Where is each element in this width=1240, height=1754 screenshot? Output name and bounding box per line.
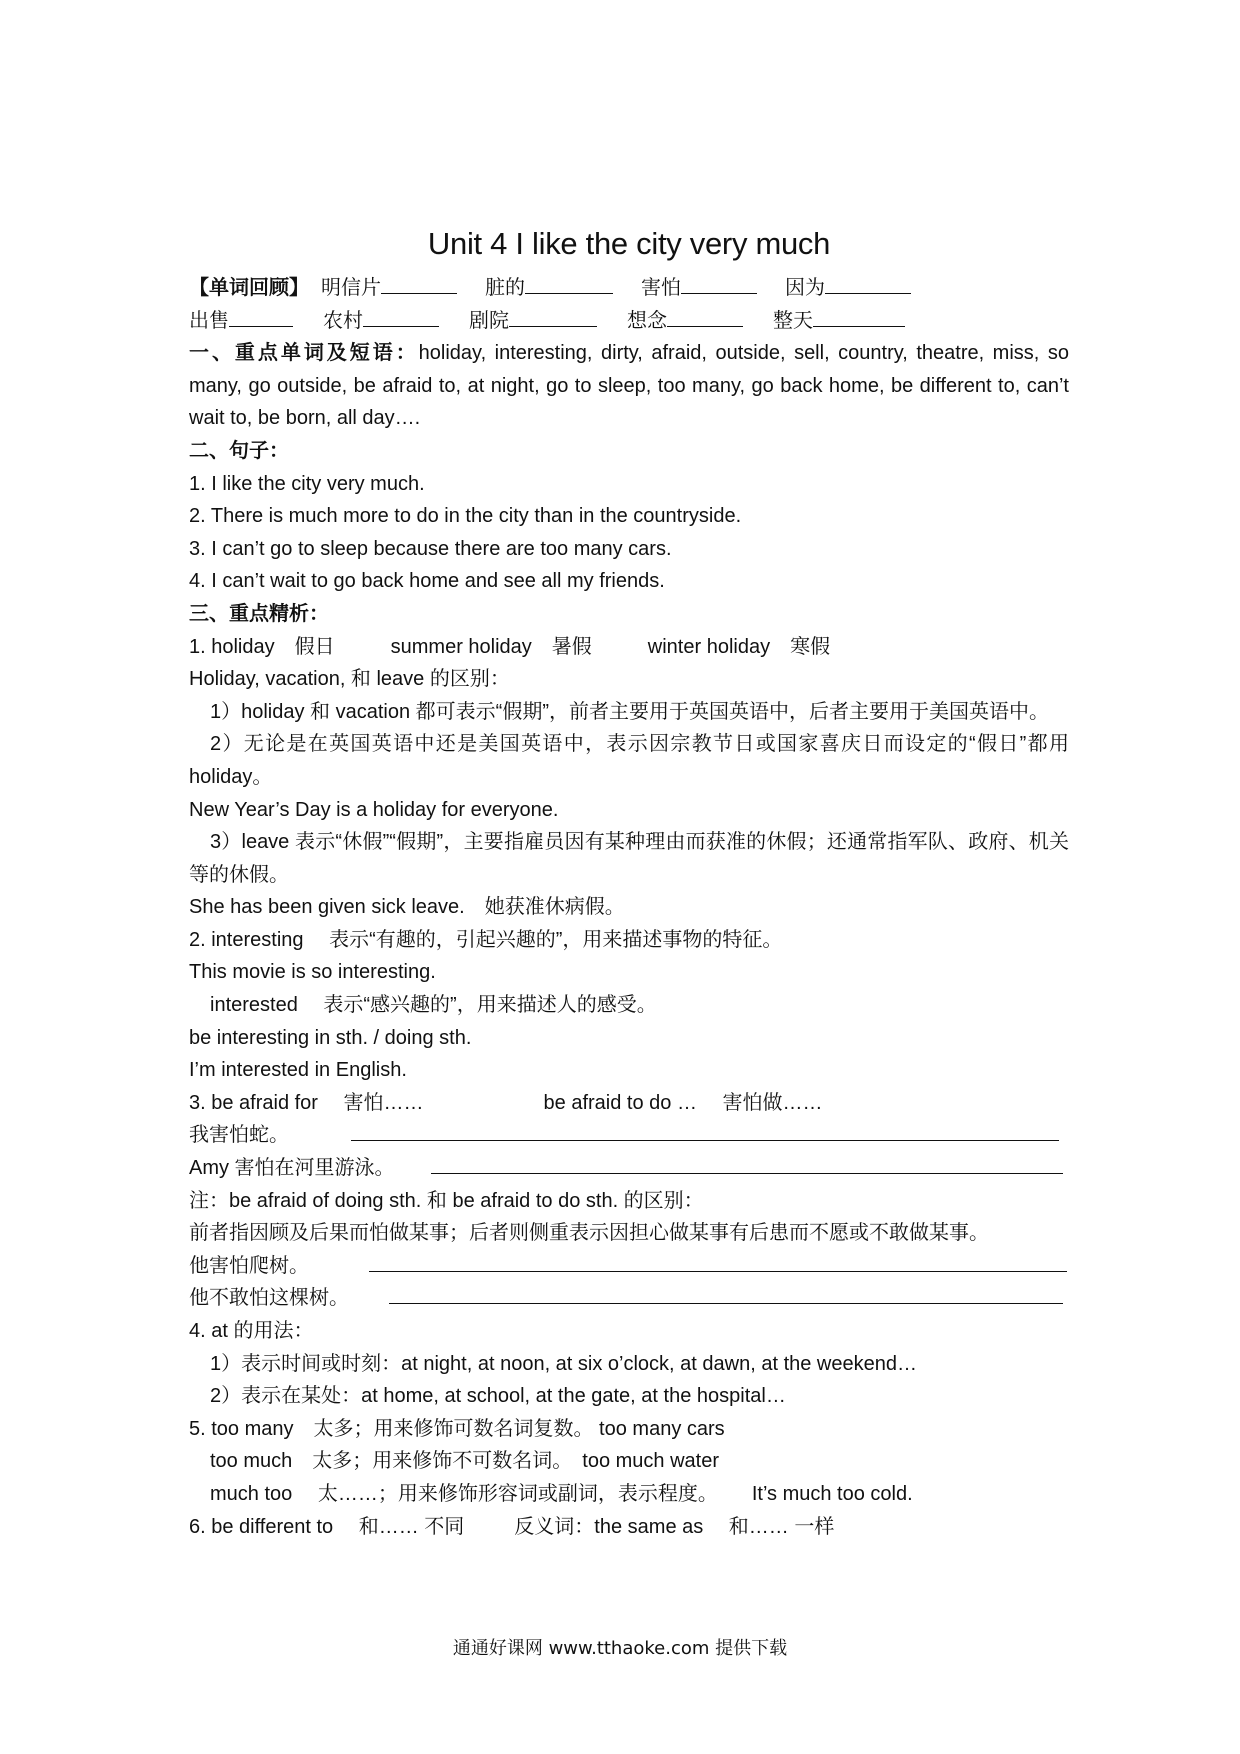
text: much too 太……；用来修饰形容词或副词，表示程度。 (210, 1482, 718, 1505)
text: 2. interesting 表示“有趣的，引起兴趣的”，用来描述事物的特征。 (189, 928, 783, 951)
translation-exercise (189, 1119, 1069, 1152)
example: New Year’s Day is a holiday for everyone. (189, 798, 559, 821)
text: 反义词：the same as 和…… 一样 (514, 1515, 835, 1538)
answer-blank[interactable] (525, 273, 613, 294)
translation-exercise (189, 1282, 1069, 1315)
vocab-item: 农村 (323, 305, 439, 338)
prompt: 我害怕蛇。 (189, 1124, 289, 1147)
text: 4. at 的用法： (189, 1320, 314, 1342)
vocab-item: 整天 (773, 305, 905, 338)
section-key-words (189, 337, 1069, 435)
text: It’s much too cold. (751, 1482, 913, 1505)
prompt: 他不敢怕这棵树。 (189, 1287, 349, 1310)
example: This movie is so interesting. (189, 961, 436, 984)
text: Holiday, vacation, 和 leave 的区别： (189, 668, 510, 691)
answer-blank[interactable] (363, 306, 439, 327)
vocab-item: 因为 (785, 272, 911, 305)
footer-source: 通通好课网 www.tthaoke.com 提供下载 (452, 1638, 788, 1659)
vocab-label: 【单词回顾】 (189, 277, 309, 299)
point-6 (189, 1511, 1069, 1544)
text: 5. too many 太多；用来修饰可数名词复数。 too many cars (189, 1417, 725, 1440)
answer-blank[interactable] (681, 273, 757, 294)
sentence: 2. There is much more to do in the city than in the countryside. (189, 505, 742, 528)
text: be afraid to do … 害怕做…… (543, 1091, 823, 1114)
answer-blank[interactable] (813, 306, 905, 327)
answer-blank[interactable] (229, 306, 293, 327)
text: 2）无论是在英国英语中还是美国英语中，表示因宗教节日或国家喜庆日而设定的“假日”都用 holiday。 (189, 733, 1069, 788)
text: 1. holiday 假日 (189, 635, 335, 658)
worksheet (189, 224, 1069, 1543)
text: summer holiday 暑假 (390, 635, 592, 658)
answer-line[interactable] (431, 1153, 1063, 1174)
answer-line[interactable] (369, 1251, 1067, 1272)
answer-blank[interactable] (509, 306, 597, 327)
prompt: Amy 害怕在河里游泳。 (189, 1157, 395, 1180)
section-heading: 一、重点单词及短语： (189, 342, 419, 365)
point-5c (189, 1478, 1069, 1511)
section-heading: 二、句子： (189, 439, 289, 462)
text: 2）表示在某处：at home, at school, at the gate, at the hospital… (210, 1385, 786, 1408)
text: too much 太多；用来修饰不可数名词。 too much water (210, 1450, 719, 1473)
answer-line[interactable] (351, 1120, 1059, 1141)
vocab-row-1 (189, 272, 1069, 305)
vocab-item: 出售 (189, 305, 293, 338)
translation-exercise (189, 1250, 1069, 1283)
answer-blank[interactable] (381, 273, 457, 294)
text: 1）holiday 和 vacation 都可表示“假期”，前者主要用于英国英语中，后者主要用于美国英语中。 (210, 700, 1049, 723)
point-1 (189, 631, 1069, 664)
example: be interesting in sth. / doing sth. (189, 1026, 472, 1049)
vocab-item: 脏的 (485, 272, 613, 305)
sentence: 4. I can’t wait to go back home and see all my friends. (189, 570, 665, 593)
vocab-item: 害怕 (641, 272, 757, 305)
text: 6. be different to 和…… 不同 (189, 1515, 465, 1538)
sentence: 1. I like the city very much. (189, 472, 425, 495)
section-heading: 三、重点精析： (189, 602, 329, 625)
note: 注：be afraid of doing sth. 和 be afraid to do sth. 的区别： (189, 1189, 704, 1212)
example: I’m interested in English. (189, 1059, 407, 1082)
text: interested 表示“感兴趣的”，用来描述人的感受。 (210, 994, 657, 1017)
example: She has been given sick leave. 她获准休病假。 (189, 896, 625, 919)
text: winter holiday 寒假 (647, 635, 831, 658)
text: 1）表示时间或时刻：at night, at noon, at six o’clock, at dawn, at the weekend… (210, 1352, 917, 1375)
vocab-item: 剧院 (469, 305, 597, 338)
key-words-text: holiday, interesting, dirty, afraid, outside, sell, country, theatre, miss, so many, go outside, be afraid to, at night, go to sleep, too many, go back home, be different to, can’t wait to, be born, all day…. (189, 342, 1069, 430)
answer-blank[interactable] (825, 273, 911, 294)
page-title: Unit 4 I like the city very much (427, 226, 831, 261)
answer-blank[interactable] (667, 306, 743, 327)
point-3 (189, 1087, 1069, 1120)
vocab-row-2 (189, 305, 1069, 338)
text: 3）leave 表示“休假”“假期”，主要指雇员因有某种理由而获准的休假；还通常指军队、政府、机关等的休假。 (189, 831, 1069, 886)
translation-exercise (189, 1152, 1069, 1185)
vocab-item: 明信片 (321, 272, 457, 305)
answer-line[interactable] (389, 1283, 1063, 1304)
sentence: 3. I can’t go to sleep because there are too many cars. (189, 537, 672, 560)
prompt: 他害怕爬树。 (189, 1254, 309, 1277)
vocab-item: 想念 (627, 305, 743, 338)
text: 3. be afraid for 害怕…… (189, 1091, 424, 1114)
note: 前者指因顾及后果而怕做某事；后者则侧重表示因担心做某事有后患而不愿或不敢做某事。 (189, 1222, 989, 1245)
